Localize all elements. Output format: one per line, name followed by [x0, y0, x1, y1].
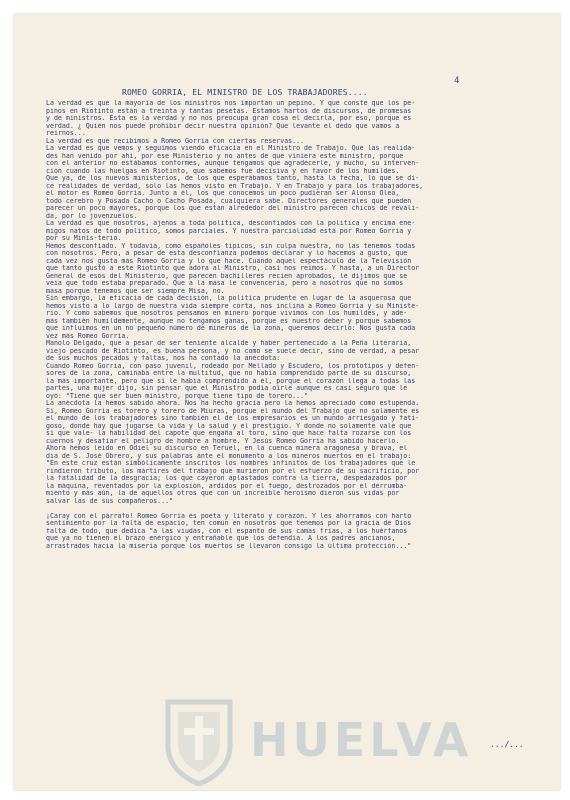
text-line: Manolo Delgado, que a pesar de ser teniente alcalde y haber pertenecido a la Peña literaria,	[46, 340, 412, 347]
text-line: sentimiento por la falta de espacio, ten común en nosotros que tenemos por la gracia de Dios	[46, 520, 412, 527]
text-line: da, por lo jovenzuelos.	[46, 212, 138, 220]
text-line: La verdad es que vemos y seguimos viendo eficacia en el Ministro de Trabajo. Que las realida-	[46, 145, 416, 152]
text-line: con nosotros. Pero, a pesar de esta desconfianza podemos declarar y lo hacemos a gusto, que	[46, 250, 408, 257]
text-line: por su Minis-terio.	[46, 235, 122, 242]
text-line: Que ya, de los nuevos ministerios, de los que esperábamos tanto, hasta la fecha, lo que se di-	[46, 175, 420, 182]
document-page	[14, 14, 560, 790]
text-line: sores de la zona, caminaba entre la multitud, que no había comprendido parte de su discurso,	[46, 370, 412, 377]
text-line: falta de todo, que dedica "a las viudas, con el espanto de sus camas frías, a los huérfanos	[46, 527, 408, 535]
text-line: y de ministros. Esta es la verdad y no nos preocupa gran cosa el decirla, por eso, porque es	[46, 115, 412, 122]
text-line: la más importante, pero que sí le había comprendido a él, porque el corazón llega a todas las	[46, 377, 416, 385]
text-line: masa porque tenemos que ser siempre Misa, no.	[46, 287, 225, 295]
text-line: vez más Romeo Gorría.	[46, 332, 130, 340]
text-line: día de S. José Obrero, y sus palabras ante el monumento a los mineros muertos en el trabajo:	[46, 452, 412, 460]
text-line: des han venido por ahí, por ese Ministerio y no antes de que viniera este ministro, porque	[46, 152, 404, 160]
text-line: hemos visto a lo largo de nuestra vida siempre corta, nos inclina a Romeo Gorría y su Ministe-	[46, 302, 420, 310]
text-line: Cuando Romeo Gorría, con paso juvenil, rodeado por Mellado y Escudero, los prototipos y defen-	[46, 362, 420, 370]
text-line: que ya no tienen el brazo enérgico y entrañable que los defendía. A los padres ancianos,	[46, 535, 396, 542]
text-line: Hemos desconfiado. Y todavía, como españoles típicos, sin culpa nuestra, no las tenemos todas	[46, 242, 416, 250]
text-line: reirnos...	[46, 130, 86, 137]
text-line: "En este cruz están simbólicamente inscritos los nombres infinitos de los trabajadores que le	[46, 460, 416, 467]
text-line: Sin embargo, la eficacia de cada decisión, la política prudente en lugar de la asquerosa que	[46, 295, 412, 302]
text-line: de sus muchos pecados y faltas, nos ha contado la anécdota:	[46, 355, 281, 362]
text-line: rindieron tributo, los mártires del trabajo que murieron por el esfuerzo de su sacrificio, por	[46, 467, 420, 475]
text-line: pinos en Riotinto están a treinta y tantas pesetas. Estamos hartos de discursos, de promesas	[46, 107, 412, 115]
text-line: ce realidades de verdad, solo las hemos visto en Trabajo. Y en Trabajo y para los trabajadores,	[46, 182, 424, 190]
shield-crest-icon	[162, 694, 236, 786]
text-line: más también humildemente, aunque no tengamos ganas, porque es nuestro deber y porque sabemos	[46, 317, 412, 325]
text-line: goso, donde hay que jugarse la vida y la salud y el prestigio. Y donde no solamente vale que	[46, 422, 412, 430]
text-line: rio. Y como sabemos que nosotros pensamos en minero porque vivimos con los humildes, y ade-	[46, 310, 408, 317]
text-line: miento y más aún, la de aquellos otros que con un increíble heroísmo dieron sus vidas por	[46, 490, 400, 497]
text-line: viejo pescado de Riotinto, es buena persona, y no como se suele decir, sino de verdad, a pesar	[46, 347, 420, 355]
text-line: todo cerebro y Posada Cacho o Cacho Posada, cualquiera sabe. Directores generales que pueden	[46, 197, 412, 205]
text-line: La verdad es que recibimos a Romeo Gorría con ciertas reservas...	[46, 137, 305, 145]
text-line: La anécdota la hemos sabido ahora. Nos ha hecho gracia pero la hemos apreciado como estupenda.	[46, 400, 420, 407]
text-line: veía que todo estaba preparado. Que a la masa le convencería, pero a nosotros que no somos	[46, 280, 404, 287]
page-number: 4	[454, 76, 460, 86]
text-line: partes, una mujer dijo, sin pensar que el Ministro podía oirle aunque es casi seguro que le	[46, 385, 408, 392]
text-line: La verdad es que la mayoría de los ministros nos importan un pepino. Y que conste que los pe-	[46, 100, 416, 107]
text-line: cuernos y desafiar el peligro de hombre a hombre. Y Jesús Romeo Gorría ha sabido hacerlo.	[46, 437, 400, 445]
article-title: ROMEO GORRIA, EL MINISTRO DE LOS TRABAJADORES....	[122, 88, 368, 97]
text-line: oyó: "Tiene que ser buen ministro, porque tiene tipo de torero..."	[46, 392, 309, 400]
text-line: que influimos en un no pequeño número de mineros de la zona, queremos decirlo: Nos gusta cada	[46, 325, 416, 332]
text-line: con el anterior no estábamos conformes, aunque tengamos que agradecerle, y mucho, su interven-	[46, 160, 420, 167]
text-line: Ahora hemos leído en Odiel su discurso en Teruel, en la cuenca minera aragonesa y brava, el	[46, 445, 408, 452]
text-line: ¡Caray con el párrafo! Romeo Gorría es poeta y literato y corazón. Y les ahorramos con harto	[46, 512, 412, 520]
text-line: la máquina, reventados por la explosión, ardidos por el fuego, destrozados por el derrumba-	[46, 482, 408, 490]
text-line: el mundo de los trabajadores sino también el de los empresarios es un mundo arriesgado y fati-	[46, 415, 420, 422]
text-line: que tanto gustó a este Riotinto que adora al Ministro, casi nos reimos. Y hasta, a un Director	[46, 265, 420, 272]
article-body	[46, 100, 542, 550]
text-line: General de esos del Ministerio, que parecen bachilleres recien aprobados, le dijimos que se	[46, 272, 408, 280]
text-line: parecer un poco mayores, porque los que están alrededor del ministro parecen chicos de reváli-	[46, 205, 420, 212]
text-line: verdad. ¿ Quién nos puede prohibir decir nuestra opinión? Que levante el dedo que vamos a	[46, 122, 400, 130]
text-line: arrastrados hacia la miseria porque los muertos se llevaron consigo la última protección..."	[46, 542, 412, 550]
text-line: salvar las de sus compañeros..."	[46, 497, 174, 505]
continuation-mark: .../...	[490, 740, 524, 749]
text-line: migos natos de todo político, somos parciales. Y nuestra parcialidad está por Romeo Gorría y	[46, 227, 412, 235]
text-line: el motor es Romeo Gorría. Junto a él, los que conocemos un poco pudieran ser Alonso Olea,	[46, 190, 400, 197]
text-line: ción cuando las huelgas en Riotinto, que sabemos fué decisiva y en favor de los humildes.	[46, 167, 400, 175]
text-line: sí que vale- la habilidad del capote que engaña al toro, sino que hace falta rozarse con los	[46, 430, 412, 437]
watermark-text: HUELVA	[250, 713, 473, 767]
text-line: cada vez nos gusta más Romeo Gorría y lo que hace. Cuando aquel espectáculo de la Televisión	[46, 257, 412, 265]
text-line: Sí, Romeo Gorría es torero y torero de Miuras, porque el mundo del Trabajo que no solamente es	[46, 407, 420, 415]
text-line: La verdad es que nosotros, ajenos a toda política, desconfiados con la política y encima ene-	[46, 220, 416, 227]
text-line: la fatalidad de la desgracia; los que cayeron aplastados contra la tierra, despedazados por	[46, 475, 408, 482]
text-line	[46, 505, 542, 513]
